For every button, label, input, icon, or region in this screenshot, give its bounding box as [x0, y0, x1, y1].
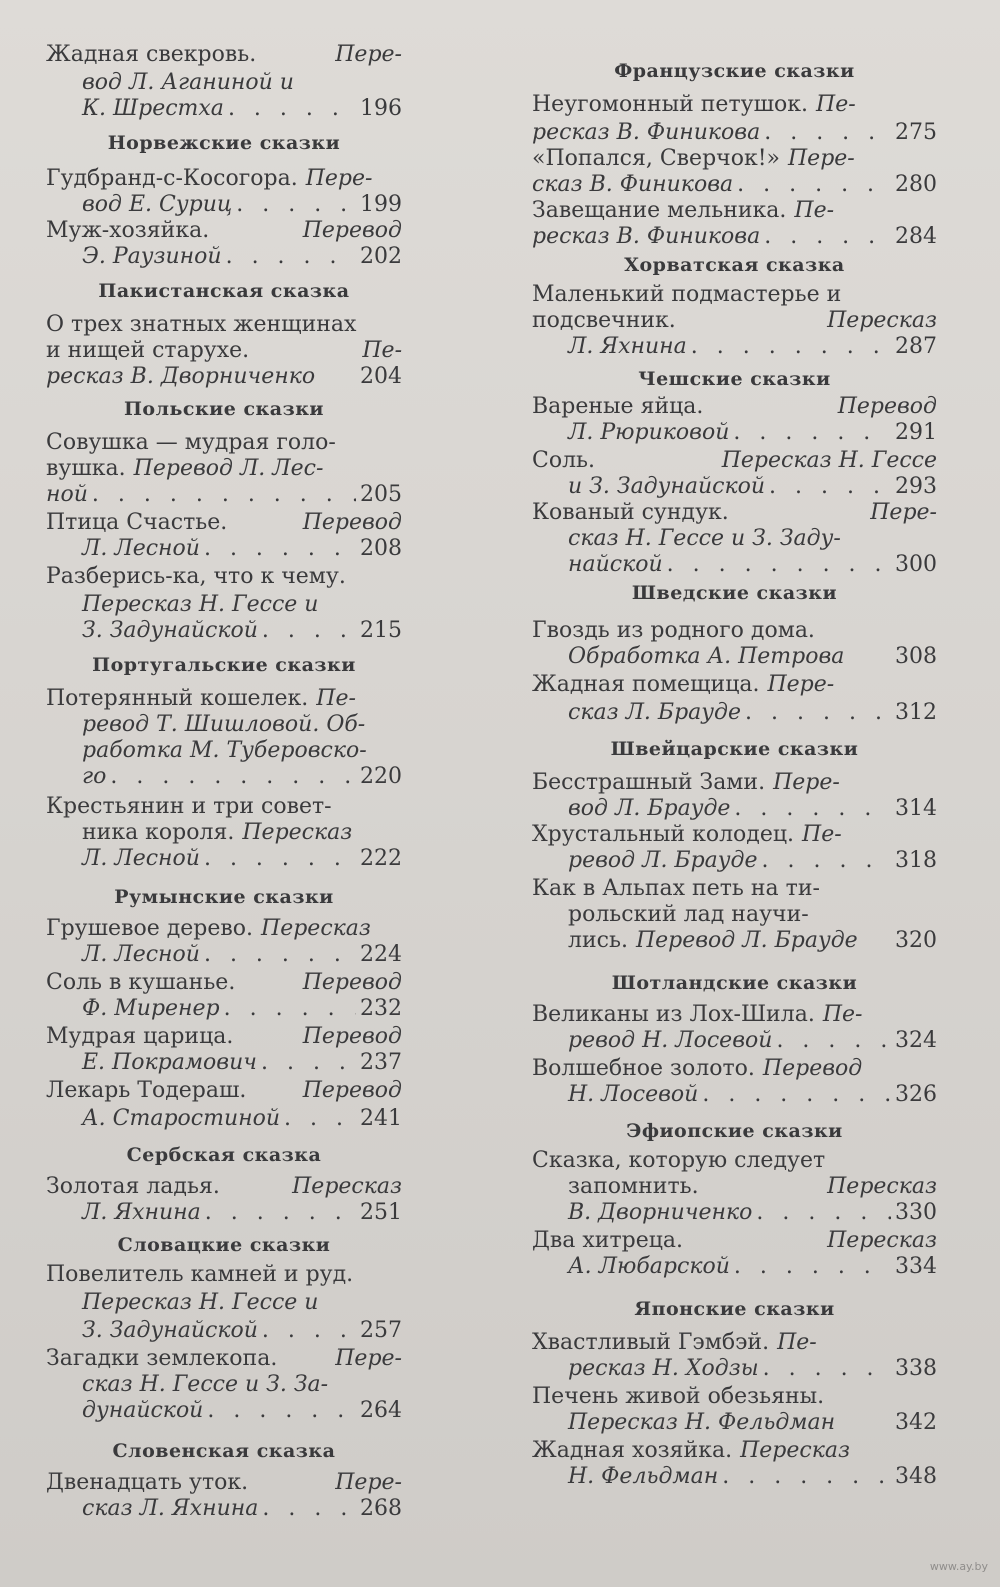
entry-title: Вареные яйца.: [532, 394, 704, 419]
entry-credit: сказ Н. Гессе и З. Заду-: [568, 526, 841, 551]
toc-line: [532, 1002, 937, 1028]
toc-line: [46, 764, 402, 790]
dot-leader: [730, 1254, 891, 1280]
entry-title: Печень живой обезьяны.: [532, 1384, 825, 1409]
toc-line: [46, 1290, 402, 1316]
toc-line: [46, 338, 402, 364]
entry-title: Соль в кушанье.: [46, 970, 236, 995]
page-number: 237: [360, 1050, 402, 1075]
entry-title: Грушевое дерево.: [46, 916, 254, 941]
toc-line: [46, 618, 402, 644]
page-number: 257: [360, 1318, 402, 1343]
page-number: 220: [360, 764, 402, 789]
entry-title: Мудрая царица.: [46, 1024, 234, 1049]
toc-line: [46, 312, 402, 338]
page-number: 312: [895, 700, 937, 725]
toc-line: [46, 592, 402, 618]
entry-credit: Перевод Л. Брауде: [635, 928, 858, 953]
dot-leader: [106, 764, 356, 790]
toc-line: [532, 1174, 937, 1200]
entry-credit: Пере-: [870, 500, 937, 525]
entry-credit: А. Старостиной: [82, 1106, 281, 1131]
section-heading: Японские сказки: [634, 1298, 835, 1320]
page-number: 280: [895, 172, 937, 197]
entry-credit: найской: [568, 552, 663, 577]
toc-line: [46, 1398, 402, 1424]
toc-line: [46, 1050, 402, 1076]
toc-line: [532, 928, 937, 954]
entry-title: Гвоздь из родного дома.: [532, 618, 815, 643]
toc-line: [532, 1056, 937, 1082]
page-number: 251: [360, 1200, 402, 1225]
toc-line: [532, 526, 937, 552]
toc-line: [46, 430, 402, 456]
entry-credit: Пе-: [802, 822, 842, 847]
dot-leader: [232, 192, 356, 218]
toc-line: [46, 686, 402, 712]
page-number: 320: [895, 928, 937, 953]
entry-title: Великаны из Лох-Шила.: [532, 1002, 815, 1027]
page-number: 268: [360, 1496, 402, 1521]
entry-credit: Л. Лесной: [82, 846, 200, 871]
entry-title: запомнить.: [568, 1174, 699, 1199]
entry-credit: Л. Лесной: [82, 536, 200, 561]
toc-line: [532, 120, 937, 146]
toc-line: [532, 224, 937, 250]
section-heading: Французские сказки: [614, 60, 855, 82]
dot-leader: [752, 1200, 891, 1226]
toc-line: [532, 770, 937, 796]
page-number: 338: [895, 1356, 937, 1381]
toc-line: [46, 166, 402, 192]
dot-leader: [718, 1464, 891, 1490]
entry-title: Крестьянин и три совет-: [46, 794, 332, 819]
toc-line: [46, 1262, 402, 1288]
dot-leader: [663, 552, 891, 578]
entry-credit: Л. Лесной: [82, 942, 200, 967]
section-heading: Чешские сказки: [638, 368, 831, 390]
entry-credit: Н. Фельдман: [568, 1464, 719, 1489]
toc-line: [46, 996, 402, 1022]
dot-leader: [258, 618, 356, 644]
section-heading: Эфиопские сказки: [626, 1120, 843, 1142]
toc-line: [532, 308, 937, 334]
toc-line: [532, 198, 937, 224]
entry-credit: сказ Л. Яхнина: [82, 1496, 259, 1521]
toc-line: [532, 1028, 937, 1054]
dot-leader: [741, 700, 891, 726]
toc-line: [532, 1438, 937, 1464]
entry-credit: сказ Н. Гессе и З. За-: [82, 1372, 329, 1397]
toc-line: [46, 364, 402, 390]
toc-line: [46, 1106, 402, 1132]
toc-line: [532, 672, 937, 698]
toc-line: [46, 1496, 402, 1522]
toc-line: [532, 420, 937, 446]
page-number: 330: [895, 1200, 937, 1225]
section-heading: Румынские сказки: [114, 886, 334, 908]
page-number: 199: [360, 192, 402, 217]
entry-credit: Пересказ: [292, 1174, 402, 1199]
dot-leader: [730, 796, 891, 822]
page-number: 275: [895, 120, 937, 145]
entry-credit: Е. Покрамович: [82, 1050, 257, 1075]
dot-leader: [758, 848, 891, 874]
entry-title: Загадки землекопа.: [46, 1346, 278, 1371]
toc-line: [532, 1464, 937, 1490]
entry-credit: Л. Рюриковой: [568, 420, 730, 445]
page-number: 300: [895, 552, 937, 577]
dot-leader: [258, 1496, 356, 1522]
page-number: 293: [895, 474, 937, 499]
toc-line: [46, 244, 402, 270]
toc-line: [46, 970, 402, 996]
section-heading: Шведские сказки: [631, 582, 838, 604]
toc-line: [532, 1330, 937, 1356]
page-number: 241: [360, 1106, 402, 1131]
toc-line: [46, 192, 402, 218]
entry-credit: Перевод Л. Лес-: [133, 456, 324, 481]
dot-leader: [200, 536, 356, 562]
toc-line: [532, 448, 937, 474]
toc-line: [46, 820, 402, 846]
toc-line: [532, 1228, 937, 1254]
entry-title: Волшебное золото.: [532, 1056, 755, 1081]
entry-credit: Перевод: [302, 510, 402, 535]
entry-credit: ресказ В. Финикова: [532, 224, 761, 249]
toc-line: [532, 172, 937, 198]
entry-credit: Пе-: [822, 1002, 863, 1027]
page-number: 308: [895, 644, 937, 669]
entry-title: Маленький подмастерье и: [532, 282, 842, 307]
entry-credit: Пере-: [335, 1470, 402, 1495]
entry-title: Два хитреца.: [532, 1228, 683, 1253]
entry-title: Кованый сундук.: [532, 500, 729, 525]
entry-title: Жадная свекровь.: [46, 42, 257, 67]
page-number: 314: [895, 796, 937, 821]
entry-credit: Пере-: [335, 1346, 402, 1371]
toc-line: [532, 500, 937, 526]
entry-credit: вод Е. Суриц: [82, 192, 233, 217]
entry-title: Завещание мельника.: [532, 198, 787, 223]
entry-title: вушка.: [46, 456, 126, 481]
toc-line: [46, 1346, 402, 1372]
page-number: 342: [895, 1410, 937, 1435]
section-heading: Хорватская сказка: [624, 254, 845, 276]
entry-title: Как в Альпах петь на ти-: [532, 876, 820, 901]
entry-credit: работка М. Туберовско-: [82, 738, 367, 763]
entry-credit: ресказ Н. Ходзы: [568, 1356, 759, 1381]
toc-line: [532, 902, 937, 928]
section-heading: Пакистанская сказка: [98, 280, 350, 302]
toc-line: [532, 848, 937, 874]
toc-line: [46, 1200, 402, 1226]
dot-leader: [760, 224, 891, 250]
toc-line: [46, 564, 402, 590]
entry-title: Лекарь Тодераш.: [46, 1078, 247, 1103]
toc-line: [46, 42, 402, 68]
dot-leader: [257, 1050, 356, 1076]
entry-title: рольский лад научи-: [568, 902, 809, 927]
toc-line: [532, 282, 937, 308]
entry-credit: Пересказ: [827, 1228, 937, 1253]
entry-credit: Пересказ: [261, 916, 371, 941]
entry-credit: Пересказ: [827, 308, 937, 333]
entry-title: «Попался, Сверчок!»: [532, 146, 780, 171]
dot-leader: [220, 996, 356, 1022]
dot-leader: [772, 1028, 891, 1054]
page-number: 348: [895, 1464, 937, 1489]
page-number: 222: [360, 846, 402, 871]
dot-leader: [765, 474, 891, 500]
toc-line: [532, 334, 937, 360]
toc-line: [46, 794, 402, 820]
entry-credit: Пере-: [767, 672, 835, 697]
entry-credit: го: [82, 764, 107, 789]
toc-line: [532, 92, 937, 118]
toc-line: [532, 1410, 937, 1436]
toc-line: [46, 846, 402, 872]
dot-leader: [729, 420, 891, 446]
entry-title: Жадная помещица.: [532, 672, 760, 697]
entry-title: Муж-хозяйка.: [46, 218, 210, 243]
entry-credit: Перевод: [837, 394, 937, 419]
toc-line: [532, 700, 937, 726]
toc-line: [532, 822, 937, 848]
page-number: 284: [895, 224, 937, 249]
dot-leader: [760, 120, 891, 146]
entry-credit: Пе-: [816, 92, 856, 117]
toc-line: [532, 474, 937, 500]
entry-credit: Пе-: [794, 198, 835, 223]
page-number: 196: [360, 96, 402, 121]
entry-credit: Пересказ: [827, 1174, 937, 1199]
toc-line: [46, 1372, 402, 1398]
dot-leader: [687, 334, 891, 360]
entry-credit: и З. Задунайской: [568, 474, 766, 499]
entry-credit: Пересказ Н. Гессе и: [82, 1290, 319, 1315]
dot-leader: [222, 244, 356, 270]
page-number: 215: [360, 618, 402, 643]
entry-title: лись.: [568, 928, 628, 953]
entry-credit: Перевод: [762, 1056, 863, 1081]
entry-credit: вод Л. Брауде: [568, 796, 731, 821]
section-heading: Швейцарские сказки: [610, 738, 859, 760]
section-heading: Польские сказки: [123, 398, 325, 420]
dot-leader: [203, 1398, 356, 1424]
dot-leader: [200, 846, 356, 872]
page-number: 205: [360, 482, 402, 507]
toc-line: [46, 1024, 402, 1050]
toc-line: [46, 456, 402, 482]
dot-leader: [698, 1082, 891, 1108]
toc-line: [46, 916, 402, 942]
toc-line: [532, 1200, 937, 1226]
entry-credit: З. Задунайской: [82, 1318, 258, 1343]
toc-line: [46, 1078, 402, 1104]
entry-credit: сказ В. Финикова: [532, 172, 734, 197]
toc-line: [532, 1148, 937, 1174]
entry-credit: Н. Лосевой: [568, 1082, 699, 1107]
page-number: 291: [895, 420, 937, 445]
toc-line: [46, 942, 402, 968]
toc-line: [46, 70, 402, 96]
entry-title: Птица Счастье.: [46, 510, 228, 535]
toc-line: [532, 552, 937, 578]
entry-credit: Л. Яхнина: [568, 334, 687, 359]
toc-line: [46, 1470, 402, 1496]
entry-title: Золотая ладья.: [46, 1174, 220, 1199]
page-number: 324: [895, 1028, 937, 1053]
dot-leader: [224, 96, 356, 122]
entry-credit: Перевод: [302, 218, 402, 243]
entry-credit: ревод Л. Брауде: [568, 848, 758, 873]
entry-title: Неугомонный петушок.: [532, 92, 809, 117]
watermark: www.ay.by: [929, 1560, 988, 1573]
toc-line: [532, 394, 937, 420]
entry-title: Потерянный кошелек.: [46, 686, 309, 711]
entry-credit: Ф. Миренер: [82, 996, 220, 1021]
dot-leader: [759, 1356, 891, 1382]
section-heading: Сербская сказка: [126, 1144, 322, 1166]
entry-credit: Пере-: [335, 42, 402, 67]
section-heading: Шотландские сказки: [611, 972, 858, 994]
entry-title: Двенадцать уток.: [46, 1470, 249, 1495]
page-number: 264: [360, 1398, 402, 1423]
entry-credit: ресказ В. Дворниченко: [46, 364, 316, 389]
toc-line: [532, 644, 937, 670]
dot-leader: [88, 482, 356, 508]
entry-credit: ресказ В. Финикова: [532, 120, 761, 145]
toc-line: [46, 96, 402, 122]
entry-title: Повелитель камней и руд.: [46, 1262, 354, 1287]
entry-title: Хвастливый Гэмбэй.: [532, 1330, 770, 1355]
entry-title: Соль.: [532, 448, 596, 473]
entry-credit: Пересказ Н. Фельдман: [568, 1410, 836, 1435]
page-number: 318: [895, 848, 937, 873]
entry-title: ника короля.: [82, 820, 235, 845]
entry-title: и нищей старухе.: [46, 338, 250, 363]
entry-credit: Перевод: [302, 970, 402, 995]
entry-credit: ной: [46, 482, 88, 507]
entry-credit: Пе-: [777, 1330, 817, 1355]
toc-line: [46, 510, 402, 536]
entry-credit: К. Шрестха: [82, 96, 224, 121]
dot-leader: [280, 1106, 356, 1132]
toc-line: [46, 1318, 402, 1344]
page-number: 287: [895, 334, 937, 359]
entry-title: О трех знатных женщинах: [46, 312, 357, 337]
entry-credit: сказ Л. Брауде: [568, 700, 742, 725]
page-number: 334: [895, 1254, 937, 1279]
entry-title: Совушка — мудрая голо-: [46, 430, 336, 455]
toc-line: [46, 1174, 402, 1200]
toc-line: [532, 796, 937, 822]
page-number: 326: [895, 1082, 937, 1107]
dot-leader: [258, 1318, 356, 1344]
entry-credit: З. Задунайской: [82, 618, 258, 643]
entry-title: Гудбранд-с-Косогора.: [46, 166, 298, 191]
section-heading: Словацкие сказки: [117, 1234, 331, 1256]
entry-credit: Пересказ: [740, 1438, 850, 1463]
dot-leader: [733, 172, 891, 198]
entry-credit: Обработка А. Петрова: [568, 644, 845, 669]
entry-credit: ревод Н. Лосевой: [568, 1028, 773, 1053]
toc-line: [532, 1254, 937, 1280]
entry-credit: Л. Яхнина: [82, 1200, 201, 1225]
dot-leader: [200, 942, 356, 968]
page-number: 208: [360, 536, 402, 561]
toc-line: [46, 712, 402, 738]
entry-credit: Перевод: [302, 1078, 402, 1103]
entry-title: Жадная хозяйка.: [532, 1438, 733, 1463]
toc-line: [46, 218, 402, 244]
entry-credit: Пе-: [316, 686, 356, 711]
toc-line: [532, 146, 937, 172]
entry-title: Сказка, которую следует: [532, 1148, 826, 1173]
entry-credit: Пересказ Н. Гессе: [721, 448, 937, 473]
toc-line: [532, 1384, 937, 1410]
toc-line: [46, 482, 402, 508]
entry-credit: Пересказ: [242, 820, 353, 845]
section-heading: Португальские сказки: [92, 654, 356, 676]
toc-line: [532, 1082, 937, 1108]
page-number: 232: [360, 996, 402, 1021]
section-heading: Словенская сказка: [112, 1440, 336, 1462]
entry-credit: Пе-: [362, 338, 402, 363]
entry-credit: Пере-: [305, 166, 373, 191]
entry-title: Разберись-ка, что к чему.: [46, 564, 346, 589]
section-heading: Норвежские сказки: [107, 132, 341, 154]
entry-title: Хрустальный колодец.: [532, 822, 795, 847]
entry-credit: дунайской: [82, 1398, 204, 1423]
toc-line: [532, 618, 937, 644]
toc-line: [46, 738, 402, 764]
entry-title: Бесстрашный Зами.: [532, 770, 766, 795]
entry-credit: Перевод: [302, 1024, 402, 1049]
entry-credit: В. Дворниченко: [568, 1200, 753, 1225]
dot-leader: [201, 1200, 356, 1226]
entry-credit: Пере-: [788, 146, 855, 171]
entry-credit: Пересказ Н. Гессе и: [82, 592, 319, 617]
entry-title: подсвечник.: [532, 308, 676, 333]
page-number: 204: [360, 364, 402, 389]
page-number: 202: [360, 244, 402, 269]
toc-line: [46, 536, 402, 562]
entry-credit: вод Л. Аганиной и: [82, 70, 294, 95]
entry-credit: ревод Т. Шишловой. Об-: [82, 712, 366, 737]
page-number: 224: [360, 942, 402, 967]
toc-line: [532, 876, 937, 902]
entry-credit: Пере-: [773, 770, 840, 795]
entry-credit: А. Любарской: [568, 1254, 730, 1279]
entry-credit: Э. Раузиной: [82, 244, 222, 269]
toc-line: [532, 1356, 937, 1382]
